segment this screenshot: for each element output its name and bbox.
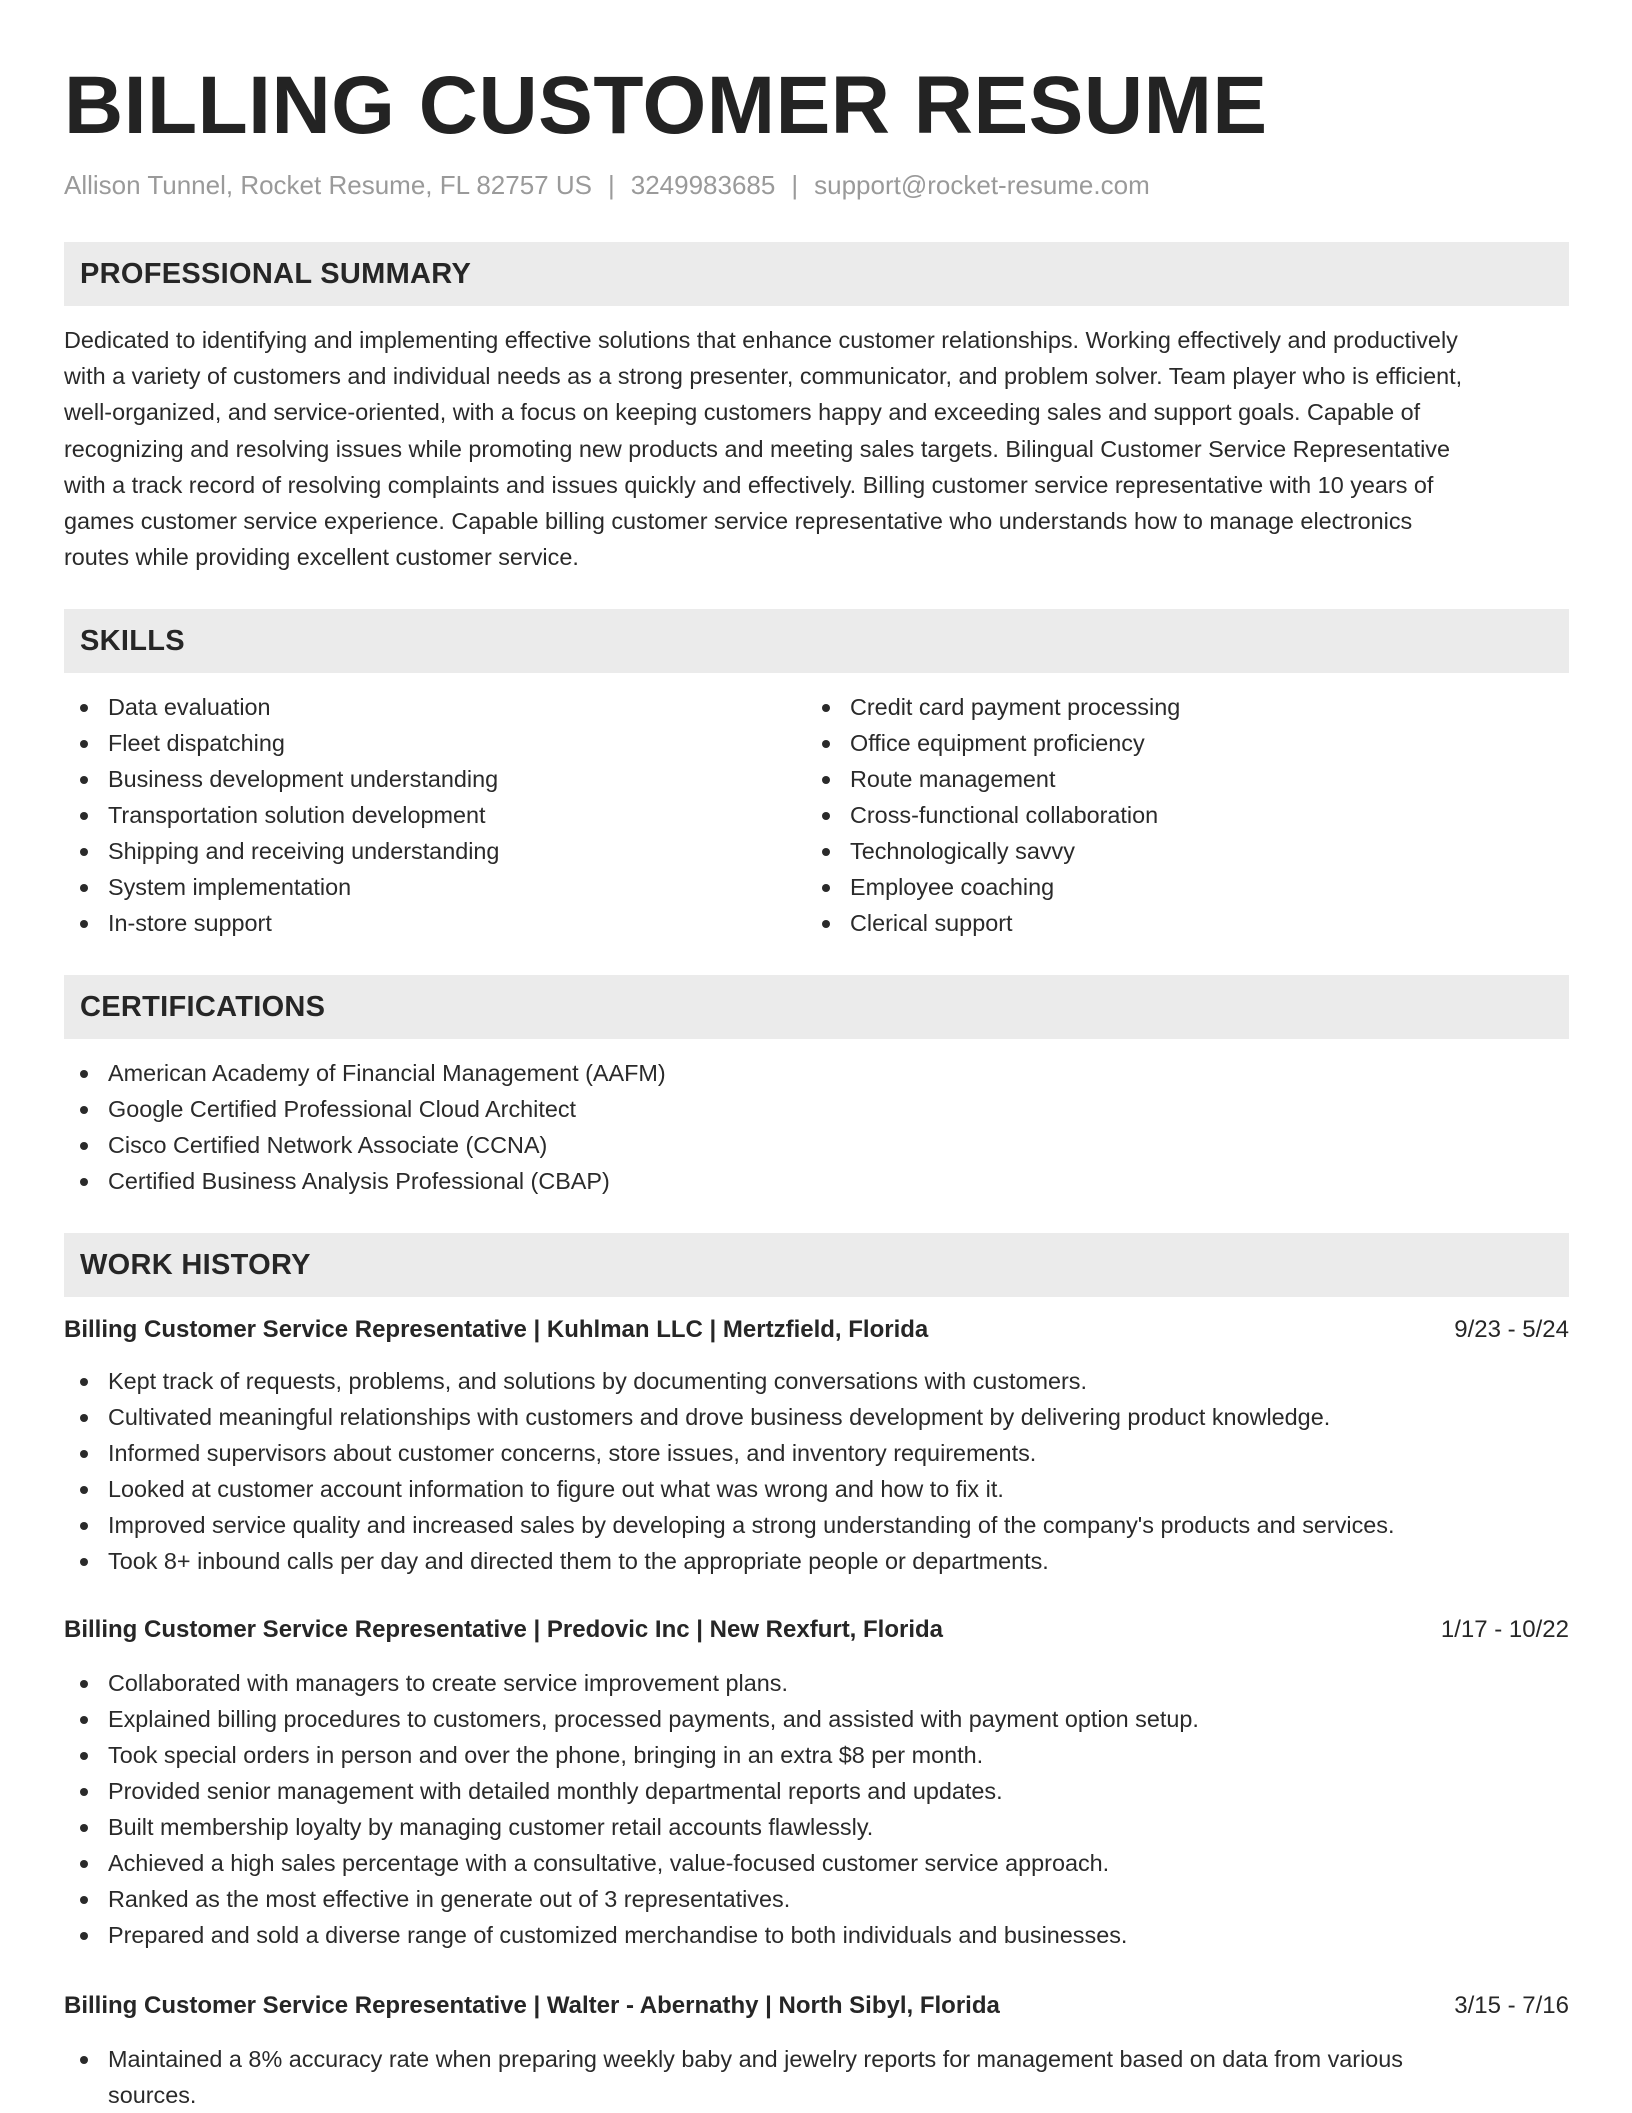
job-bullet: Cultivated meaningful relationships with customers and drove business development by delivering product knowledge. (64, 1399, 1569, 1435)
job-bullet: Kept track of requests, problems, and solutions by documenting conversations with customers. (64, 1363, 1569, 1399)
job-entry (64, 1313, 1569, 1579)
job-header (64, 1313, 1569, 1347)
skill-item: Credit card payment processing (806, 689, 1569, 725)
job-bullets (64, 1363, 1569, 1579)
summary-line: well-organized, and service-oriented, with a focus on keeping customers happy and exceeding sales and support goals. Capable of (64, 399, 1421, 426)
job-bullet: Ranked as the most effective in generate out of 3 representatives. (64, 1881, 1569, 1917)
job-bullet: Provided senior management with detailed monthly departmental reports and updates. (64, 1773, 1569, 1809)
section-heading-work-history: WORK HISTORY (64, 1233, 1569, 1297)
job-header (64, 1613, 1569, 1647)
contact-phone: 3249983685 (630, 170, 776, 200)
job-dates: 3/15 - 7/16 (1454, 1992, 1569, 2020)
job-bullet: Took special orders in person and over the phone, bringing in an extra $8 per month. (64, 1737, 1569, 1773)
section-heading-summary: PROFESSIONAL SUMMARY (64, 242, 1569, 306)
skill-item: Cross-functional collaboration (806, 797, 1569, 833)
summary-line: Dedicated to identifying and implementing effective solutions that enhance customer relationships. Working effectively and productively (64, 327, 1458, 353)
summary-line: with a track record of resolving complaints and issues quickly and effectively. Billing customer service representative with 10 years of (64, 471, 1434, 498)
job-header (64, 1989, 1569, 2023)
skills-list (64, 689, 1569, 941)
contact-separator: | (607, 170, 615, 200)
job-bullet: Built membership loyalty by managing customer retail accounts flawlessly. (64, 1809, 1569, 1845)
certifications-list (64, 1055, 1569, 1199)
skill-item: Data evaluation (64, 689, 806, 725)
skill-item: Employee coaching (806, 869, 1569, 905)
job-bullet: Prepared and sold a diverse range of customized merchandise to both individuals and businesses. (64, 1917, 1569, 1953)
job-title: Billing Customer Service Representative | Predovic Inc | New Rexfurt, Florida (64, 1616, 944, 1644)
job-title: Billing Customer Service Representative | Kuhlman LLC | Mertzfield, Florida (64, 1316, 929, 1344)
contact-email: support@rocket-resume.com (814, 170, 1150, 200)
summary-line: with a variety of customers and individual needs as a strong presenter, communicator, and problem solver. Team player who is efficient, (64, 363, 1463, 390)
contact-separator: | (791, 170, 799, 200)
skill-item: In-store support (64, 905, 806, 941)
job-bullet-line: sources. (108, 2082, 197, 2109)
job-bullet: Achieved a high sales percentage with a consultative, value-focused customer service approach. (64, 1845, 1569, 1881)
job-dates: 9/23 - 5/24 (1454, 1316, 1569, 1344)
summary-line: games customer service experience. Capable billing customer service representative who understands how to manage electronics (64, 508, 1413, 535)
job-bullet: Collaborated with managers to create service improvement plans. (64, 1665, 1569, 1701)
skill-item: Shipping and receiving understanding (64, 833, 806, 869)
job-entry (64, 1989, 1569, 2113)
resume-page (64, 0, 1569, 2113)
section-heading-certifications: CERTIFICATIONS (64, 975, 1569, 1039)
job-dates: 1/17 - 10/22 (1440, 1616, 1569, 1644)
job-bullet-line: Maintained a 8% accuracy rate when preparing weekly baby and jewelry reports for management based on data from various (108, 2046, 1403, 2073)
certification-item: Cisco Certified Network Associate (CCNA) (64, 1127, 1569, 1163)
skill-item: Transportation solution development (64, 797, 806, 833)
resume-title: BILLING CUSTOMER RESUME (64, 60, 1268, 151)
job-bullet: Informed supervisors about customer concerns, store issues, and inventory requirements. (64, 1435, 1569, 1471)
job-bullets (64, 1665, 1569, 1953)
job-entry (64, 1613, 1569, 1953)
skill-item: System implementation (64, 869, 806, 905)
summary-line: recognizing and resolving issues while promoting new products and meeting sales targets. Bilingual Customer Service Representative (64, 435, 1450, 462)
skill-item: Office equipment proficiency (806, 725, 1569, 761)
certification-item: American Academy of Financial Management (AAFM) (64, 1055, 1569, 1091)
skills-column-left (64, 689, 806, 941)
certification-item: Google Certified Professional Cloud Architect (64, 1091, 1569, 1127)
job-bullets (64, 2041, 1569, 2113)
skill-item: Route management (806, 761, 1569, 797)
job-bullet: Took 8+ inbound calls per day and directed them to the appropriate people or departments. (64, 1543, 1569, 1579)
skill-item: Fleet dispatching (64, 725, 806, 761)
skill-item: Business development understanding (64, 761, 806, 797)
job-bullet: Explained billing procedures to customers, processed payments, and assisted with payment option setup. (64, 1701, 1569, 1737)
contact-line (64, 168, 1569, 202)
skill-item: Clerical support (806, 905, 1569, 941)
skills-column-right (806, 689, 1569, 941)
certification-item: Certified Business Analysis Professional (CBAP) (64, 1163, 1569, 1199)
summary-line: routes while providing excellent customer service. (64, 544, 579, 571)
skill-item: Technologically savvy (806, 833, 1569, 869)
summary-text (64, 322, 1569, 575)
section-heading-skills: SKILLS (64, 609, 1569, 673)
contact-address: Allison Tunnel, Rocket Resume, FL 82757 US (64, 170, 592, 200)
job-bullet (64, 2041, 1569, 2113)
job-title: Billing Customer Service Representative | Walter - Abernathy | North Sibyl, Florida (64, 1992, 1000, 2020)
job-bullet: Improved service quality and increased sales by developing a strong understanding of the company's products and services. (64, 1507, 1569, 1543)
job-bullet: Looked at customer account information to figure out what was wrong and how to fix it. (64, 1471, 1569, 1507)
